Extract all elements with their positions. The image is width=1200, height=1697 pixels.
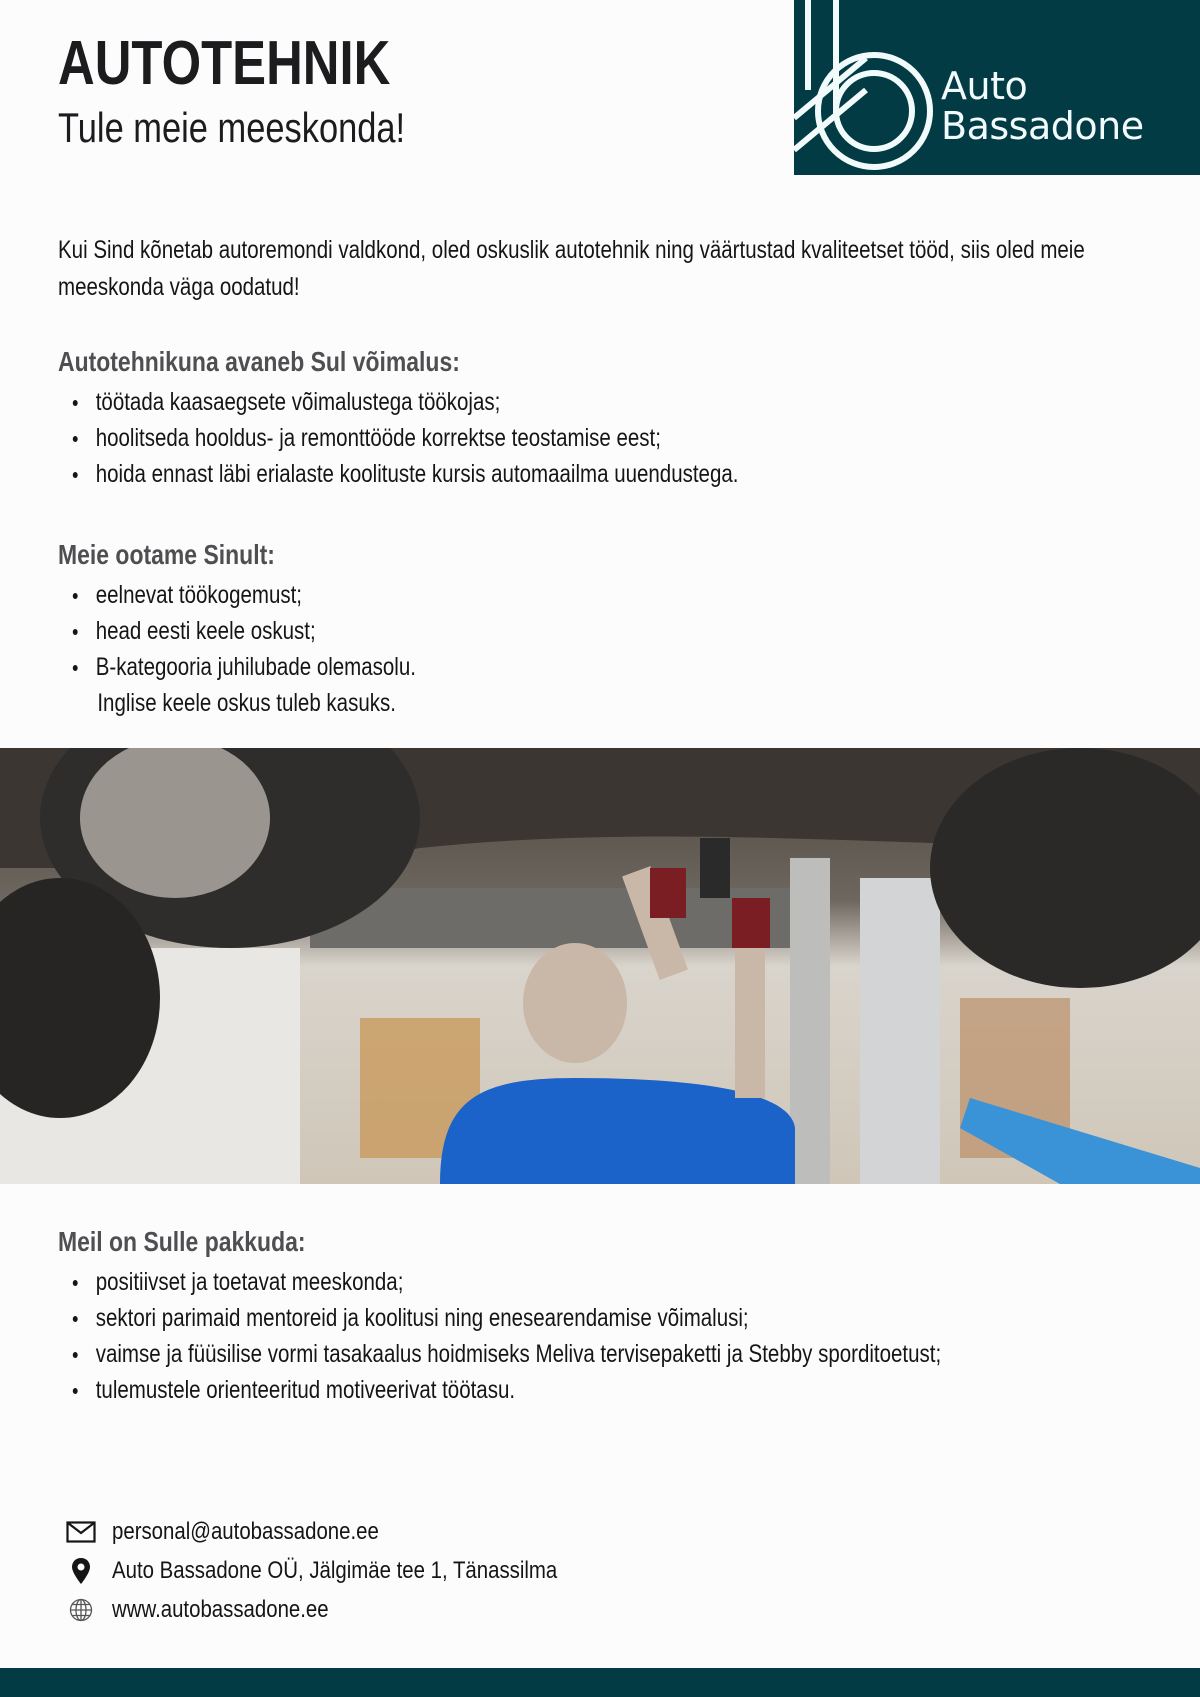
map-pin-icon [66,1557,96,1585]
section-heading: Meil on Sulle pakkuda: [58,1226,306,1257]
list-item: B-kategooria juhilubade olemasolu. [96,649,1200,685]
mechanic-photo [0,748,1200,1184]
opportunities-list [58,384,1200,492]
email-link[interactable]: personal@autobassadone.ee [112,1517,379,1545]
requirements-note: Inglise keele oskus tuleb kasuks. [97,689,396,717]
contact-email [66,1512,636,1551]
envelope-icon [66,1518,96,1546]
list-item: positiivset ja toetavat meeskonda; [96,1264,1200,1300]
section-heading: Autotehnikuna avaneb Sul võimalus: [58,346,460,377]
section-opportunities [58,344,1200,492]
website-link[interactable]: www.autobassadone.ee [112,1595,329,1623]
contact-website [66,1590,636,1629]
section-heading: Meie ootame Sinult: [58,539,275,570]
contact-block [66,1512,636,1629]
contact-address [66,1551,636,1590]
benefits-list [58,1264,1200,1408]
photo-illustration [0,748,1200,1184]
footer-bar [0,1668,1200,1697]
list-item: head eesti keele oskust; [96,613,1200,649]
address-text: Auto Bassadone OÜ, Jälgimäe tee 1, Tänassilma [112,1556,558,1584]
list-item: tulemustele orienteeritud motiveerivat töötasu. [96,1372,1200,1408]
company-logo [794,0,1200,175]
list-item: eelnevat töökogemust; [96,577,1200,613]
list-item: töötada kaasaegsete võimalustega töökojas; [96,384,1200,420]
list-item: hoolitseda hooldus- ja remonttööde korrektse teostamise eest; [96,420,1200,456]
requirements-list [58,577,1200,721]
list-item: sektori parimaid mentoreid ja koolitusi ning enesearendamise võimalusi; [96,1300,1200,1336]
logo-text: Auto Bassadone [941,64,1144,148]
intro-paragraph: Kui Sind kõnetab autoremondi valdkond, oled oskuslik autotehnik ning väärtustad kvaliteetset tööd, siis oled meie meeskonda väga oodatud! [58,236,1085,301]
section-requirements [58,537,1200,721]
page-title: AUTOTEHNIK [58,29,391,98]
list-item: vaimse ja füüsilise vormi tasakaalus hoidmiseks Meliva tervisepaketti ja Stebby sporditoetust; [96,1336,1200,1372]
globe-icon [66,1596,96,1624]
list-item: hoida ennast läbi erialaste koolituste kursis automaailma uuendustega. [96,456,1200,492]
section-benefits [58,1224,1200,1408]
page-subtitle: Tule meie meeskonda! [58,104,406,151]
